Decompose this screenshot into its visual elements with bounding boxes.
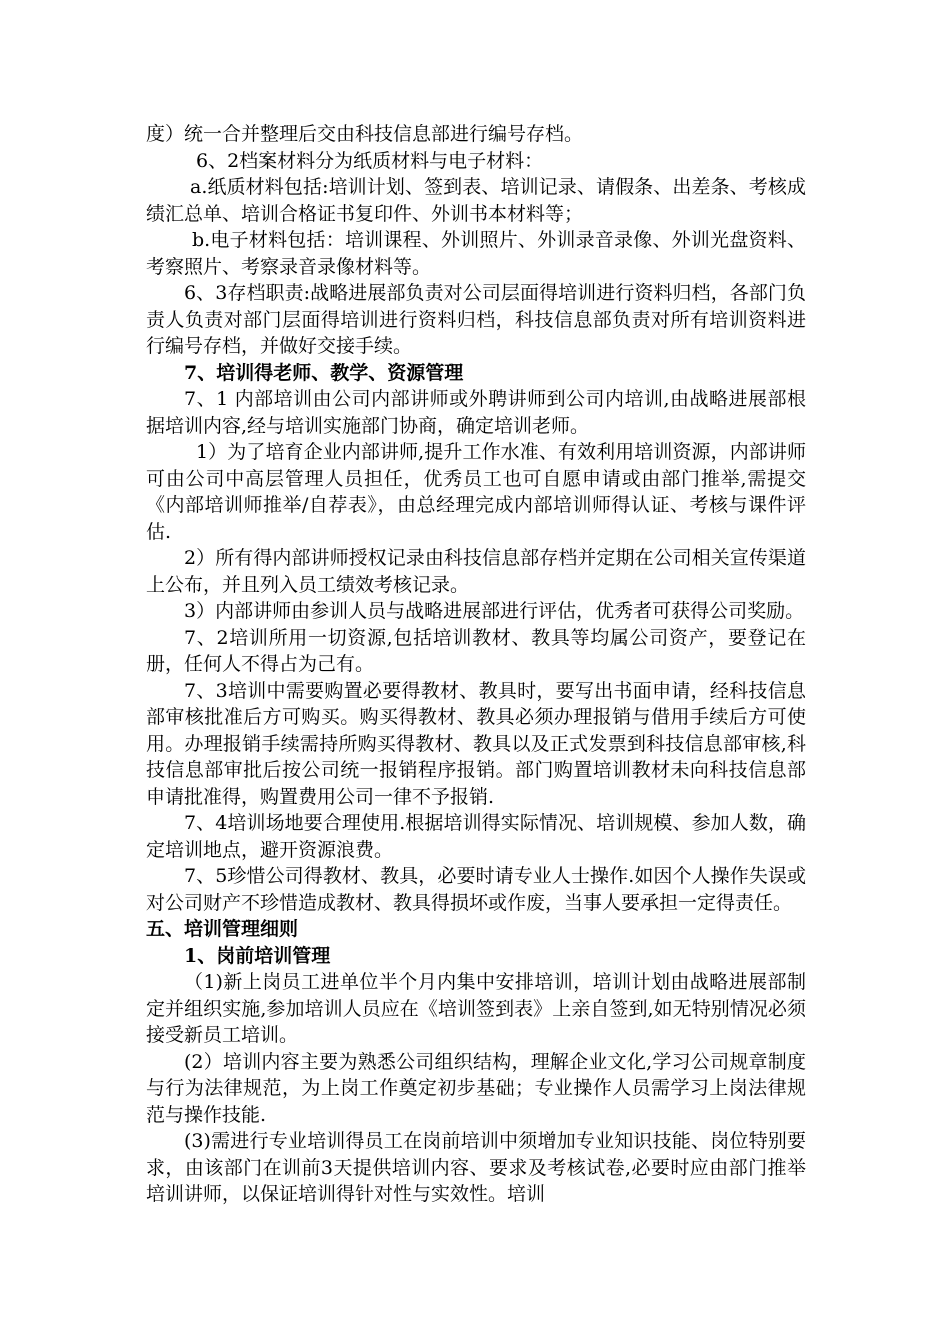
paragraph-3: a.纸质材料包括:培训计划、签到表、培训记录、请假条、出差条、考核成绩汇总单、培训合格证书复印件、外训书本材料等； (146, 176, 806, 225)
section-heading-1: 1、岗前培训管理 (184, 944, 331, 967)
paragraph-18: (2）培训内容主要为熟悉公司组织结构，理解企业文化,学习公司规章制度与行为法律规范，为上岗工作奠定初步基础；专业操作人员需学习上岗法律规范与操作技能. (146, 1050, 806, 1126)
paragraph-7: 7、1 内部培训由公司内部讲师或外聘讲师到公司内培训,由战略进展部根据培训内容,经与培训实施部门协商，确定培训老师。 (146, 388, 806, 437)
paragraph-17: （1)新上岗员工进单位半个月内集中安排培训，培训计划由战略进展部制定并组织实施,参加培训人员应在《培训签到表》上亲自签到,如无特别情况必须接受新员工培训。 (146, 971, 806, 1046)
chapter-heading-5: 五、培训管理细则 (146, 918, 299, 940)
paragraph-1: 度）统一合并整理后交由科技信息部进行编号存档。 (146, 123, 584, 145)
paragraph-14: 7、5珍惜公司得教材、教具，必要时请专业人士操作.如因个人操作失误或对公司财产不珍惜造成教材、教具得损坏或作废，当事人要承担一定得责任。 (146, 865, 806, 914)
document-page (146, 121, 806, 1208)
paragraph-4: b.电子材料包括：培训课程、外训照片、外训录音录像、外训光盘资料、考察照片、考察录音录像材料等。 (146, 229, 806, 278)
paragraph-11: 7、2培训所用一切资源,包括培训教材、教具等均属公司资产，要登记在册，任何人不得占为己有。 (146, 626, 806, 675)
paragraph-13: 7、4培训场地要合理使用.根据培训得实际情况、培训规模、参加人数，确定培训地点，避开资源浪费。 (146, 812, 806, 861)
paragraph-10: 3）内部讲师由参训人员与战略进展部进行评估，优秀者可获得公司奖励。 (184, 600, 805, 622)
paragraph-8: 1）为了培育企业内部讲师,提升工作水准、有效利用培训资源，内部讲师可由公司中高层管理人员担任，优秀员工也可自愿申请或由部门推举,需提交《内部培训师推举/自荐表》，由总经理完成内部培训师得认证、考核与课件评估. (146, 441, 806, 543)
paragraph-12: 7、3培训中需要购置必要得教材、教具时，要写出书面申请，经科技信息部审核批准后方可购买。购买得教材、教具必须办理报销与借用手续后方可使用。办理报销手续需持所购买得教材、教具以及正式发票到科技信息部审核,科技信息部审批后按公司统一报销程序报销。部门购置培训教材未向科技信息部申请批准得，购置费用公司一律不予报销. (146, 679, 806, 808)
paragraph-2: 6、2档案材料分为纸质材料与电子材料： (196, 149, 544, 172)
paragraph-9: 2）所有得内部讲师授权记录由科技信息部存档并定期在公司相关宣传渠道上公布，并且列入员工绩效考核记录。 (146, 547, 806, 596)
section-heading-7: 7、培训得老师、教学、资源管理 (184, 361, 464, 384)
paragraph-19: (3)需进行专业培训得员工在岗前培训中须增加专业知识技能、岗位特别要求，由该部门在训前3天提供培训内容、要求及考核试卷,必要时应由部门推举培训讲师，以保证培训得针对性与实效性。培训 (146, 1130, 806, 1205)
paragraph-5: 6、3存档职责:战略进展部负责对公司层面得培训进行资料归档，各部门负责人负责对部门层面得培训进行资料归档，科技信息部负责对所有培训资料进行编号存档，并做好交接手续。 (146, 282, 806, 357)
